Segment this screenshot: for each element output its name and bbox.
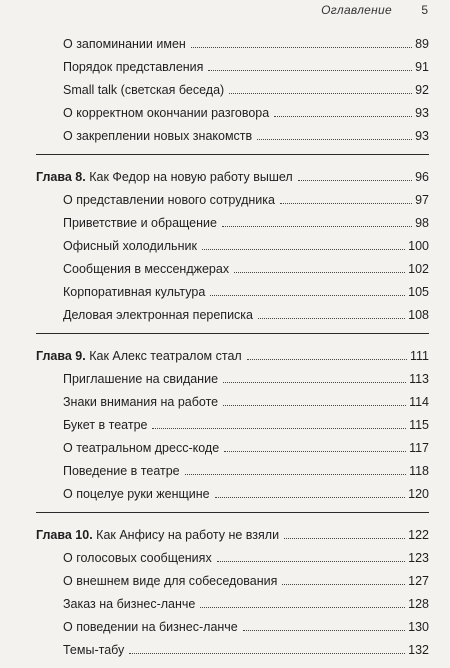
toc-chapter-10[interactable] — [36, 519, 429, 543]
toc-entry-title: Корпоративная культура — [63, 285, 206, 299]
chapter-label: Глава 10. — [36, 528, 93, 542]
chapter-page: 111 — [409, 349, 429, 363]
toc-entry[interactable] — [36, 277, 429, 300]
chapter-title: Как Анфису на работу не взяли — [96, 528, 280, 542]
dot-leader — [191, 47, 412, 48]
toc-entry-page: 113 — [409, 372, 429, 386]
toc-entry-page: 130 — [408, 620, 429, 634]
chapter-title: Как Федор на новую работу вышел — [89, 170, 293, 184]
toc-entry[interactable] — [36, 300, 429, 323]
toc-entry-title: О запоминании имен — [63, 37, 186, 51]
toc-entry-title: Small talk (светская беседа) — [63, 83, 225, 97]
toc-entry-title: Сообщения в мессенджерах — [63, 262, 230, 276]
toc-entry-page: 118 — [409, 464, 429, 478]
toc-entry-title: Заказ на бизнес-ланче — [63, 597, 196, 611]
toc-entry-title: О поцелуе руки женщине — [63, 487, 210, 501]
section-divider — [36, 333, 429, 334]
dot-leader — [210, 295, 405, 296]
toc-entry-page: 100 — [408, 239, 429, 253]
dot-leader — [202, 249, 405, 250]
dot-leader — [247, 359, 407, 360]
dot-leader — [152, 428, 406, 429]
toc-entry[interactable] — [36, 208, 429, 231]
chapter-title: Как Алекс театралом стал — [89, 349, 242, 363]
dot-leader — [224, 451, 406, 452]
toc-entry-title: О корректном окончании разговора — [63, 106, 270, 120]
toc-entry-title: Приветствие и обращение — [63, 216, 217, 230]
toc-entry[interactable] — [36, 433, 429, 456]
toc-entry-title: О представлении нового сотрудника — [63, 193, 275, 207]
chapter-label: Глава 8. — [36, 170, 86, 184]
toc-entry-page: 98 — [415, 216, 429, 230]
toc-entry-page: 89 — [415, 37, 429, 51]
toc-entry-page: 114 — [409, 395, 429, 409]
chapter-page: 96 — [415, 170, 429, 184]
dot-leader — [222, 226, 412, 227]
toc-entry[interactable] — [36, 479, 429, 502]
toc-entry-page: 91 — [415, 60, 429, 74]
toc-entry-title: О поведении на бизнес-ланче — [63, 620, 238, 634]
toc-entry-page: 108 — [408, 308, 429, 322]
toc-entry[interactable] — [36, 456, 429, 479]
toc-entry-page: 127 — [408, 574, 429, 588]
chapter-label: Глава 9. — [36, 349, 86, 363]
toc-entry-page: 115 — [409, 418, 429, 432]
toc-entry-page: 128 — [408, 597, 429, 611]
toc-entry-title: Знаки внимания на работе — [63, 395, 219, 409]
dot-leader — [258, 318, 405, 319]
toc-entry-page: 132 — [408, 643, 429, 657]
dot-leader — [215, 497, 406, 498]
dot-leader — [274, 116, 412, 117]
toc-entry-title: Офисный холодильник — [63, 239, 197, 253]
toc-entry-page: 120 — [408, 487, 429, 501]
toc-entry-page: 102 — [408, 262, 429, 276]
toc-entry[interactable] — [36, 52, 429, 75]
chapter-page: 122 — [408, 528, 429, 542]
dot-leader — [257, 139, 412, 140]
toc-entry[interactable] — [36, 121, 429, 144]
table-of-contents — [36, 29, 429, 658]
toc-entry[interactable] — [36, 635, 429, 658]
toc-entry-title: Поведение в театре — [63, 464, 180, 478]
toc-entry-page: 105 — [408, 285, 429, 299]
toc-entry-page: 92 — [415, 83, 429, 97]
toc-entry[interactable] — [36, 589, 429, 612]
dot-leader — [298, 180, 412, 181]
toc-entry-title: Порядок представления — [63, 60, 204, 74]
toc-entry[interactable] — [36, 254, 429, 277]
dot-leader — [284, 538, 405, 539]
toc-entry-page: 123 — [408, 551, 429, 565]
dot-leader — [129, 653, 405, 654]
toc-entry[interactable] — [36, 29, 429, 52]
dot-leader — [280, 203, 412, 204]
running-title: Оглавление — [321, 3, 392, 17]
toc-entry[interactable] — [36, 612, 429, 635]
page-header — [0, 0, 450, 22]
dot-leader — [185, 474, 406, 475]
toc-entry-title: Приглашение на свидание — [63, 372, 219, 386]
toc-entry-page: 97 — [415, 193, 429, 207]
toc-entry[interactable] — [36, 410, 429, 433]
toc-entry[interactable] — [36, 387, 429, 410]
toc-entry-title: О закреплении новых знакомств — [63, 129, 253, 143]
toc-entry[interactable] — [36, 231, 429, 254]
dot-leader — [234, 272, 405, 273]
toc-entry-title: Темы-табу — [63, 643, 125, 657]
dot-leader — [217, 561, 405, 562]
dot-leader — [223, 405, 406, 406]
toc-entry[interactable] — [36, 566, 429, 589]
toc-chapter-9[interactable] — [36, 340, 429, 364]
toc-entry-page: 93 — [415, 106, 429, 120]
toc-entry[interactable] — [36, 75, 429, 98]
toc-entry-page: 93 — [415, 129, 429, 143]
dot-leader — [208, 70, 412, 71]
toc-entry[interactable] — [36, 543, 429, 566]
toc-chapter-8[interactable] — [36, 161, 429, 185]
toc-entry-title: О театральном дресс-коде — [63, 441, 220, 455]
toc-entry[interactable] — [36, 98, 429, 121]
toc-entry-title: Деловая электронная переписка — [63, 308, 253, 322]
page-number: 5 — [421, 3, 428, 17]
toc-entry-title: О голосовых сообщениях — [63, 551, 212, 565]
toc-entry-title: О внешнем виде для собеседования — [63, 574, 278, 588]
dot-leader — [282, 584, 405, 585]
toc-entry[interactable] — [36, 185, 429, 208]
dot-leader — [229, 93, 412, 94]
dot-leader — [243, 630, 405, 631]
toc-entry-title: Букет в театре — [63, 418, 148, 432]
toc-entry[interactable] — [36, 364, 429, 387]
section-divider — [36, 154, 429, 155]
dot-leader — [200, 607, 405, 608]
toc-entry-page: 117 — [409, 441, 429, 455]
dot-leader — [223, 382, 406, 383]
section-divider — [36, 512, 429, 513]
